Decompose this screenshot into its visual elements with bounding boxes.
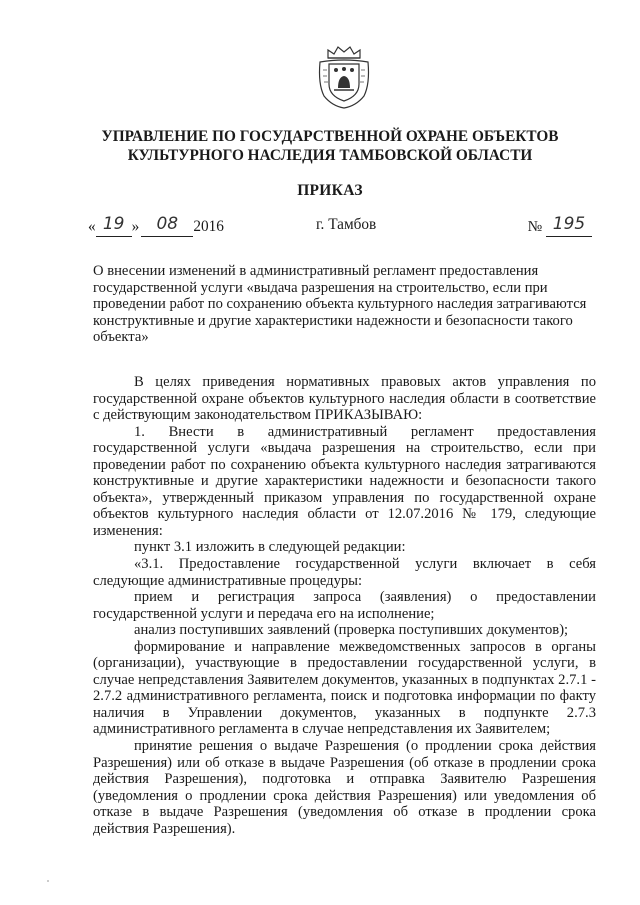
organization-name-line-2: КУЛЬТУРНОГО НАСЛЕДИЯ ТАМБОВСКОЙ ОБЛАСТИ xyxy=(127,147,533,164)
tambov-coat-of-arms-icon xyxy=(314,44,374,110)
organization-name-line-1: УПРАВЛЕНИЕ ПО ГОСУДАРСТВЕННОЙ ОХРАНЕ ОБЪЕКТОВ xyxy=(101,128,559,145)
body-paragraph: 1. Внести в административный регламент предоставления государственной услуги «выдача разрешения на строительство, если при проведении работ по сохранению объекта культурного наследия затрагиваются конструктивные и другие характеристики надежности и безопасности такого объекта», утвержденный приказом управления по государственной охране объектов культурного наследия области от 12.07.2016 № 179, следующие изменения: xyxy=(93,423,596,539)
number-label: № xyxy=(527,218,543,235)
order-body xyxy=(93,374,596,837)
body-paragraph: принятие решения о выдаче Разрешения (о продлении срока действия Разрешения) или об отказе в выдаче Разрешения (об отказе в продлении срока действия Разрешения), подготовка и отправка Заявителю Разрешения (уведомления о продлении срока действия Разрешения) или уведомления об отказе в выдаче Разрешения (уведомления об отказе в продлении срока действия Разрешения). xyxy=(93,738,596,837)
date-day-handwritten: 19 xyxy=(102,214,125,234)
subject-paragraph: О внесении изменений в административный регламент предоставления государственной услуги «выдача разрешения на строительство, если при проведении работ по сохранению объекта культурного наследия затрагиваются конструктивные и другие характеристики надежности и безопасности такого объекта» xyxy=(93,263,587,346)
order-subject xyxy=(93,263,596,346)
document-date xyxy=(88,216,224,237)
city-name: г. Тамбов xyxy=(316,216,377,233)
scan-speck xyxy=(47,880,49,882)
body-paragraph: прием и регистрация запроса (заявления) о предоставлении государственной услуги и передача его на исполнение; xyxy=(93,589,596,622)
number-handwritten: 195 xyxy=(552,214,586,234)
quote-close: » xyxy=(131,218,140,235)
body-paragraph: формирование и направление межведомственных запросов в органы (организации), участвующие в предоставлении государственной услуги, в случае непредставления Заявителем документов, указанных в подпунктах 2.7.1 - 2.7.2 административного регламента, поиск и подготовка информации по факту наличия в Управлении документов, указанных в подпункте 2.7.3 административного регламента в случае непредставления их Заявителем; xyxy=(93,638,596,738)
date-day-field xyxy=(96,216,132,237)
body-paragraph: В целях приведения нормативных правовых актов управления по государственной охране объектов культурного наследия области в соответствие с действующим законодательством ПРИКАЗЫВАЮ: xyxy=(93,374,596,424)
document-type-title: ПРИКАЗ xyxy=(297,182,363,199)
date-year: 2016 xyxy=(193,218,224,235)
document-number xyxy=(528,216,592,237)
body-paragraph: пункт 3.1 изложить в следующей редакции: xyxy=(134,539,406,556)
body-paragraph: «3.1. Предоставление государственной услуги включает в себя следующие административные процедуры: xyxy=(93,556,596,589)
number-field xyxy=(546,216,592,237)
body-paragraph: анализ поступивших заявлений (проверка поступивших документов); xyxy=(134,622,569,639)
date-and-number-line xyxy=(88,216,598,240)
quote-open: « xyxy=(88,218,96,235)
date-month-field xyxy=(141,216,193,237)
date-month-handwritten: 08 xyxy=(156,214,179,234)
